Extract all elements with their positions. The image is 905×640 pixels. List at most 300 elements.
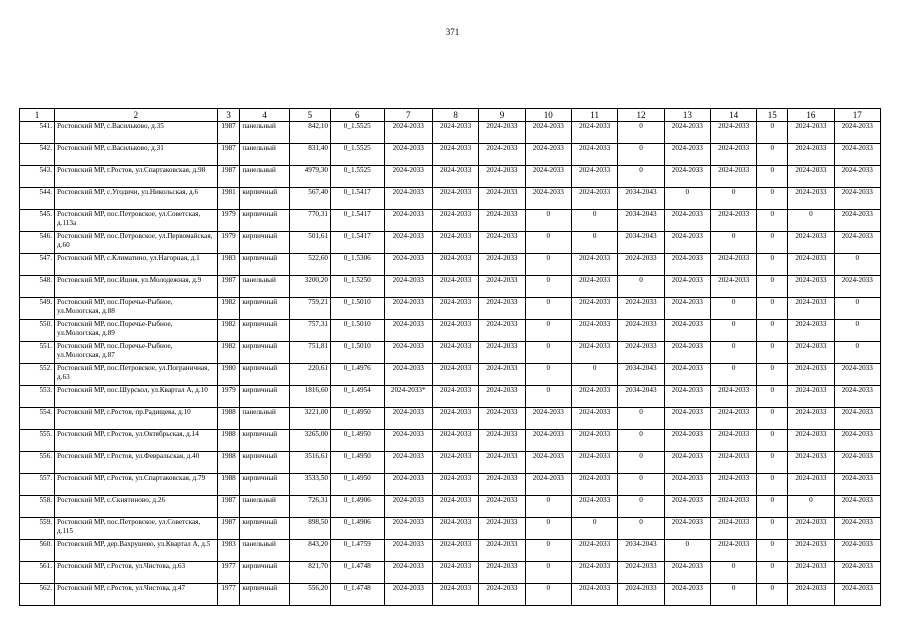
cell-period-col-16: 2024-2033 — [788, 342, 834, 364]
cell-period-col-13: 2024-2033 — [664, 452, 710, 474]
table-row — [20, 452, 881, 474]
cell-area: 556,20 — [289, 584, 330, 606]
cell-period-col-15: 0 — [757, 188, 788, 210]
cell-row-number: 550. — [20, 320, 55, 342]
cell-period-col-13: 2024-2033 — [664, 144, 710, 166]
cell-area: 759,21 — [289, 298, 330, 320]
cell-wall-material: панельный — [240, 540, 289, 562]
cell-period-col-16: 2024-2033 — [788, 452, 834, 474]
cell-period-col-15: 0 — [757, 166, 788, 188]
cell-build-year: 1977 — [217, 562, 240, 584]
cell-period-col-11: 2024-2033 — [571, 452, 617, 474]
cell-period-col-12: 2034-2043 — [618, 386, 664, 408]
cell-period-col-9: 2024-2033 — [479, 232, 525, 254]
cell-wall-material: кирпичный — [240, 210, 289, 232]
cell-period-col-17: 2024-2033 — [834, 408, 880, 430]
cell-build-year: 1988 — [217, 452, 240, 474]
cell-area: 3516,61 — [289, 452, 330, 474]
cell-period-col-8: 2024-2033 — [432, 232, 478, 254]
cell-period-col-14: 0 — [711, 320, 757, 342]
cell-wall-material: кирпичный — [240, 386, 289, 408]
cell-period-col-10: 0 — [525, 320, 571, 342]
cell-period-col-11: 2024-2033 — [571, 430, 617, 452]
cell-build-year: 1979 — [217, 232, 240, 254]
cell-period-col-14: 2024-2033 — [711, 122, 757, 144]
cell-coefficient: 0_1.4759 — [331, 540, 385, 562]
cell-period-col-14: 2024-2033 — [711, 430, 757, 452]
cell-period-col-12: 0 — [618, 144, 664, 166]
cell-period-col-7: 2024-2033 — [384, 342, 432, 364]
cell-period-col-7: 2024-2033* — [384, 386, 432, 408]
cell-period-col-7: 2024-2033 — [384, 518, 432, 540]
cell-period-col-13: 2024-2033 — [664, 320, 710, 342]
column-header-13: 13 — [664, 109, 710, 122]
cell-period-col-8: 2024-2033 — [432, 298, 478, 320]
cell-wall-material: кирпичный — [240, 584, 289, 606]
cell-period-col-16: 2024-2033 — [788, 188, 834, 210]
cell-build-year: 1987 — [217, 496, 240, 518]
cell-period-col-7: 2024-2033 — [384, 452, 432, 474]
cell-build-year: 1982 — [217, 342, 240, 364]
cell-period-col-15: 0 — [757, 386, 788, 408]
cell-period-col-7: 2024-2033 — [384, 474, 432, 496]
cell-wall-material: кирпичный — [240, 342, 289, 364]
cell-row-number: 562. — [20, 584, 55, 606]
cell-area: 842,10 — [289, 122, 330, 144]
cell-period-col-15: 0 — [757, 452, 788, 474]
cell-coefficient: 0_1.5250 — [331, 276, 385, 298]
cell-period-col-9: 2024-2033 — [479, 298, 525, 320]
cell-address: Ростовский МР, пос.Петровское, ул.Первомайская, д.60 — [55, 232, 218, 254]
cell-period-col-17: 2024-2033 — [834, 232, 880, 254]
cell-period-col-8: 2024-2033 — [432, 364, 478, 386]
cell-build-year: 1987 — [217, 518, 240, 540]
table-row — [20, 496, 881, 518]
cell-period-col-17: 2024-2033 — [834, 386, 880, 408]
cell-coefficient: 0_1.4748 — [331, 562, 385, 584]
cell-period-col-15: 0 — [757, 584, 788, 606]
cell-period-col-13: 2024-2033 — [664, 276, 710, 298]
cell-period-col-12: 2034-2043 — [618, 540, 664, 562]
cell-period-col-16: 0 — [788, 210, 834, 232]
cell-area: 3265,00 — [289, 430, 330, 452]
cell-wall-material: кирпичный — [240, 430, 289, 452]
cell-period-col-16: 2024-2033 — [788, 408, 834, 430]
cell-period-col-7: 2024-2033 — [384, 232, 432, 254]
cell-period-col-10: 0 — [525, 540, 571, 562]
cell-wall-material: кирпичный — [240, 188, 289, 210]
cell-address: Ростовский МР, с.Васильково, д.31 — [55, 144, 218, 166]
cell-period-col-12: 2024-2033 — [618, 298, 664, 320]
cell-area: 898,50 — [289, 518, 330, 540]
cell-area: 522,60 — [289, 254, 330, 276]
cell-period-col-14: 2024-2033 — [711, 254, 757, 276]
cell-wall-material: панельный — [240, 276, 289, 298]
cell-period-col-8: 2024-2033 — [432, 408, 478, 430]
cell-period-col-13: 2024-2033 — [664, 584, 710, 606]
cell-period-col-13: 2024-2033 — [664, 386, 710, 408]
cell-period-col-14: 2024-2033 — [711, 144, 757, 166]
column-header-11: 11 — [571, 109, 617, 122]
table-row — [20, 540, 881, 562]
cell-area: 843,20 — [289, 540, 330, 562]
cell-period-col-13: 2024-2033 — [664, 342, 710, 364]
cell-row-number: 546. — [20, 232, 55, 254]
table-row — [20, 232, 881, 254]
cell-period-col-14: 0 — [711, 232, 757, 254]
cell-area: 757,31 — [289, 320, 330, 342]
cell-period-col-8: 2024-2033 — [432, 540, 478, 562]
cell-address: Ростовский МР, г.Ростов, ул.Спартаковская, д.98 — [55, 166, 218, 188]
cell-period-col-14: 2024-2033 — [711, 474, 757, 496]
cell-period-col-16: 0 — [788, 496, 834, 518]
cell-build-year: 1983 — [217, 254, 240, 276]
cell-period-col-9: 2024-2033 — [479, 166, 525, 188]
cell-period-col-14: 2024-2033 — [711, 496, 757, 518]
cell-address: Ростовский МР, с.Скнятиново, д.26 — [55, 496, 218, 518]
cell-wall-material: панельный — [240, 496, 289, 518]
table-row — [20, 298, 881, 320]
cell-period-col-16: 2024-2033 — [788, 144, 834, 166]
cell-period-col-14: 2024-2033 — [711, 540, 757, 562]
cell-period-col-15: 0 — [757, 496, 788, 518]
cell-period-col-14: 0 — [711, 562, 757, 584]
cell-period-col-17: 0 — [834, 320, 880, 342]
cell-build-year: 1987 — [217, 144, 240, 166]
cell-period-col-10: 2024-2033 — [525, 122, 571, 144]
cell-period-col-14: 2024-2033 — [711, 452, 757, 474]
cell-period-col-12: 2024-2033 — [618, 584, 664, 606]
cell-period-col-8: 2024-2033 — [432, 188, 478, 210]
cell-period-col-11: 2024-2033 — [571, 496, 617, 518]
cell-period-col-11: 2024-2033 — [571, 122, 617, 144]
cell-period-col-16: 2024-2033 — [788, 364, 834, 386]
cell-period-col-14: 2024-2033 — [711, 518, 757, 540]
cell-build-year: 1982 — [217, 320, 240, 342]
cell-period-col-8: 2024-2033 — [432, 430, 478, 452]
cell-period-col-7: 2024-2033 — [384, 188, 432, 210]
cell-wall-material: панельный — [240, 408, 289, 430]
cell-period-col-15: 0 — [757, 562, 788, 584]
cell-period-col-7: 2024-2033 — [384, 408, 432, 430]
column-header-15: 15 — [757, 109, 788, 122]
cell-period-col-8: 2024-2033 — [432, 122, 478, 144]
cell-period-col-17: 2024-2033 — [834, 540, 880, 562]
column-header-4: 4 — [240, 109, 289, 122]
cell-period-col-10: 2024-2033 — [525, 430, 571, 452]
cell-period-col-7: 2024-2033 — [384, 320, 432, 342]
cell-coefficient: 0_1.5417 — [331, 188, 385, 210]
cell-period-col-13: 2024-2033 — [664, 408, 710, 430]
cell-period-col-7: 2024-2033 — [384, 540, 432, 562]
cell-period-col-9: 2024-2033 — [479, 540, 525, 562]
cell-row-number: 556. — [20, 452, 55, 474]
cell-period-col-9: 2024-2033 — [479, 254, 525, 276]
housing-registry-table — [19, 108, 881, 606]
cell-period-col-16: 2024-2033 — [788, 298, 834, 320]
cell-area: 567,40 — [289, 188, 330, 210]
cell-period-col-16: 2024-2033 — [788, 254, 834, 276]
cell-period-col-12: 0 — [618, 408, 664, 430]
cell-period-col-10: 2024-2033 — [525, 166, 571, 188]
cell-period-col-12: 0 — [618, 276, 664, 298]
cell-period-col-11: 2024-2033 — [571, 166, 617, 188]
cell-period-col-16: 2024-2033 — [788, 122, 834, 144]
cell-period-col-14: 2024-2033 — [711, 166, 757, 188]
cell-build-year: 1982 — [217, 298, 240, 320]
cell-period-col-13: 2024-2033 — [664, 496, 710, 518]
cell-build-year: 1987 — [217, 122, 240, 144]
cell-row-number: 543. — [20, 166, 55, 188]
cell-period-col-9: 2024-2033 — [479, 584, 525, 606]
cell-area: 751,81 — [289, 342, 330, 364]
cell-period-col-14: 0 — [711, 298, 757, 320]
cell-period-col-10: 2024-2033 — [525, 474, 571, 496]
cell-period-col-17: 2024-2033 — [834, 452, 880, 474]
cell-build-year: 1988 — [217, 430, 240, 452]
cell-period-col-11: 2024-2033 — [571, 188, 617, 210]
cell-period-col-10: 0 — [525, 518, 571, 540]
cell-period-col-12: 0 — [618, 166, 664, 188]
cell-period-col-9: 2024-2033 — [479, 122, 525, 144]
cell-period-col-7: 2024-2033 — [384, 298, 432, 320]
cell-area: 770,31 — [289, 210, 330, 232]
cell-address: Ростовский МР, пос.Петровское, ул.Пограничная, д.63 — [55, 364, 218, 386]
cell-period-col-17: 2024-2033 — [834, 188, 880, 210]
cell-period-col-17: 0 — [834, 254, 880, 276]
cell-period-col-17: 2024-2033 — [834, 474, 880, 496]
cell-build-year: 1980 — [217, 364, 240, 386]
cell-period-col-10: 0 — [525, 254, 571, 276]
cell-address: Ростовский МР, пос.Поречье-Рыбное, ул.Мологская, д.88 — [55, 298, 218, 320]
cell-period-col-7: 2024-2033 — [384, 122, 432, 144]
cell-period-col-7: 2024-2033 — [384, 584, 432, 606]
cell-area: 821,70 — [289, 562, 330, 584]
cell-address: Ростовский МР, г.Ростов, ул.Чистова, д.63 — [55, 562, 218, 584]
cell-area: 4979,30 — [289, 166, 330, 188]
cell-period-col-10: 0 — [525, 364, 571, 386]
cell-period-col-15: 0 — [757, 474, 788, 496]
cell-period-col-13: 2024-2033 — [664, 562, 710, 584]
cell-period-col-14: 2024-2033 — [711, 210, 757, 232]
cell-period-col-8: 2024-2033 — [432, 166, 478, 188]
cell-area: 3221,00 — [289, 408, 330, 430]
cell-period-col-15: 0 — [757, 320, 788, 342]
cell-period-col-9: 2024-2033 — [479, 474, 525, 496]
column-header-12: 12 — [618, 109, 664, 122]
cell-period-col-13: 0 — [664, 540, 710, 562]
cell-address: Ростовский МР, г.Ростов, ул.Чистова, д.47 — [55, 584, 218, 606]
cell-address: Ростовский МР, пос.Поречье-Рыбное, ул.Мологская, д.89 — [55, 320, 218, 342]
cell-period-col-9: 2024-2033 — [479, 144, 525, 166]
cell-period-col-7: 2024-2033 — [384, 166, 432, 188]
cell-area: 501,61 — [289, 232, 330, 254]
cell-period-col-9: 2024-2033 — [479, 342, 525, 364]
cell-period-col-13: 2024-2033 — [664, 430, 710, 452]
cell-period-col-10: 2024-2033 — [525, 408, 571, 430]
cell-coefficient: 0_1.5525 — [331, 166, 385, 188]
cell-area: 831,40 — [289, 144, 330, 166]
cell-period-col-9: 2024-2033 — [479, 496, 525, 518]
cell-period-col-15: 0 — [757, 122, 788, 144]
cell-period-col-17: 2024-2033 — [834, 276, 880, 298]
cell-period-col-9: 2024-2033 — [479, 562, 525, 584]
cell-period-col-11: 2024-2033 — [571, 584, 617, 606]
column-header-6: 6 — [331, 109, 385, 122]
cell-period-col-14: 0 — [711, 342, 757, 364]
cell-period-col-8: 2024-2033 — [432, 342, 478, 364]
cell-row-number: 547. — [20, 254, 55, 276]
cell-period-col-17: 2024-2033 — [834, 430, 880, 452]
cell-coefficient: 0_1.4906 — [331, 518, 385, 540]
cell-period-col-16: 2024-2033 — [788, 474, 834, 496]
cell-wall-material: кирпичный — [240, 254, 289, 276]
cell-period-col-14: 2024-2033 — [711, 276, 757, 298]
cell-period-col-12: 2034-2043 — [618, 210, 664, 232]
table-row — [20, 518, 881, 540]
cell-period-col-10: 0 — [525, 298, 571, 320]
cell-row-number: 561. — [20, 562, 55, 584]
cell-row-number: 559. — [20, 518, 55, 540]
cell-period-col-17: 0 — [834, 298, 880, 320]
cell-period-col-7: 2024-2033 — [384, 562, 432, 584]
cell-period-col-13: 2024-2033 — [664, 210, 710, 232]
table-body — [20, 122, 881, 606]
cell-address: Ростовский МР, пос.Петровское, ул.Советская, д.115 — [55, 518, 218, 540]
cell-area: 1816,60 — [289, 386, 330, 408]
column-header-16: 16 — [788, 109, 834, 122]
cell-period-col-10: 0 — [525, 210, 571, 232]
cell-wall-material: кирпичный — [240, 518, 289, 540]
cell-period-col-9: 2024-2033 — [479, 430, 525, 452]
cell-period-col-13: 2024-2033 — [664, 166, 710, 188]
cell-coefficient: 0_1.4906 — [331, 496, 385, 518]
cell-row-number: 551. — [20, 342, 55, 364]
column-header-7: 7 — [384, 109, 432, 122]
cell-period-col-12: 2024-2033 — [618, 320, 664, 342]
cell-row-number: 545. — [20, 210, 55, 232]
cell-period-col-8: 2024-2033 — [432, 254, 478, 276]
cell-period-col-15: 0 — [757, 540, 788, 562]
cell-period-col-7: 2024-2033 — [384, 210, 432, 232]
cell-address: Ростовский МР, с.Климатино, ул.Нагорная, д.1 — [55, 254, 218, 276]
cell-period-col-11: 2024-2033 — [571, 144, 617, 166]
cell-build-year: 1987 — [217, 276, 240, 298]
cell-period-col-15: 0 — [757, 210, 788, 232]
cell-period-col-14: 2024-2033 — [711, 408, 757, 430]
cell-period-col-17: 2024-2033 — [834, 122, 880, 144]
cell-area: 220,61 — [289, 364, 330, 386]
cell-period-col-9: 2024-2033 — [479, 518, 525, 540]
cell-period-col-15: 0 — [757, 408, 788, 430]
cell-wall-material: кирпичный — [240, 562, 289, 584]
cell-address: Ростовский МР, г.Ростов, ул.Октябрьская, д.14 — [55, 430, 218, 452]
cell-period-col-9: 2024-2033 — [479, 364, 525, 386]
cell-wall-material: панельный — [240, 166, 289, 188]
page-number: 371 — [445, 27, 460, 37]
cell-period-col-15: 0 — [757, 144, 788, 166]
cell-address: Ростовский МР, пос.Ишня, ул.Молодежная, д.9 — [55, 276, 218, 298]
cell-period-col-11: 2024-2033 — [571, 562, 617, 584]
cell-row-number: 552. — [20, 364, 55, 386]
cell-period-col-8: 2024-2033 — [432, 474, 478, 496]
column-header-5: 5 — [289, 109, 330, 122]
cell-period-col-17: 2024-2033 — [834, 562, 880, 584]
cell-wall-material: кирпичный — [240, 320, 289, 342]
cell-period-col-11: 2024-2033 — [571, 276, 617, 298]
cell-period-col-11: 0 — [571, 518, 617, 540]
cell-coefficient: 0_1.5306 — [331, 254, 385, 276]
cell-wall-material: панельный — [240, 144, 289, 166]
cell-period-col-11: 2024-2033 — [571, 342, 617, 364]
cell-period-col-13: 2024-2033 — [664, 474, 710, 496]
cell-period-col-15: 0 — [757, 342, 788, 364]
cell-period-col-16: 2024-2033 — [788, 320, 834, 342]
cell-coefficient: 0_1.4950 — [331, 430, 385, 452]
cell-period-col-12: 2024-2033 — [618, 342, 664, 364]
cell-build-year: 1979 — [217, 210, 240, 232]
cell-period-col-16: 2024-2033 — [788, 430, 834, 452]
cell-coefficient: 0_1.4950 — [331, 408, 385, 430]
cell-period-col-11: 0 — [571, 210, 617, 232]
cell-period-col-17: 2024-2033 — [834, 584, 880, 606]
cell-period-col-14: 0 — [711, 584, 757, 606]
cell-period-col-10: 0 — [525, 386, 571, 408]
cell-address: Ростовский МР, г.Ростов, ул.Спартаковская, д.79 — [55, 474, 218, 496]
cell-period-col-7: 2024-2033 — [384, 430, 432, 452]
cell-row-number: 544. — [20, 188, 55, 210]
cell-period-col-10: 2024-2033 — [525, 452, 571, 474]
cell-period-col-12: 0 — [618, 430, 664, 452]
cell-period-col-8: 2024-2033 — [432, 584, 478, 606]
table-row — [20, 408, 881, 430]
cell-period-col-16: 2024-2033 — [788, 518, 834, 540]
cell-period-col-8: 2024-2033 — [432, 320, 478, 342]
table-row — [20, 276, 881, 298]
cell-row-number: 548. — [20, 276, 55, 298]
cell-period-col-11: 2024-2033 — [571, 254, 617, 276]
cell-row-number: 558. — [20, 496, 55, 518]
cell-period-col-7: 2024-2033 — [384, 364, 432, 386]
cell-coefficient: 0_1.5010 — [331, 320, 385, 342]
cell-coefficient: 0_1.4954 — [331, 386, 385, 408]
table-row — [20, 166, 881, 188]
cell-period-col-12: 0 — [618, 122, 664, 144]
cell-period-col-15: 0 — [757, 518, 788, 540]
cell-period-col-11: 2024-2033 — [571, 386, 617, 408]
cell-period-col-13: 0 — [664, 188, 710, 210]
cell-row-number: 542. — [20, 144, 55, 166]
cell-period-col-10: 0 — [525, 562, 571, 584]
cell-period-col-10: 0 — [525, 232, 571, 254]
cell-area: 3200,20 — [289, 276, 330, 298]
cell-period-col-13: 2024-2033 — [664, 232, 710, 254]
cell-build-year: 1983 — [217, 540, 240, 562]
cell-period-col-13: 2024-2033 — [664, 122, 710, 144]
table-row — [20, 364, 881, 386]
cell-period-col-17: 2024-2033 — [834, 166, 880, 188]
cell-period-col-13: 2024-2033 — [664, 298, 710, 320]
cell-period-col-8: 2024-2033 — [432, 518, 478, 540]
cell-period-col-16: 2024-2033 — [788, 276, 834, 298]
column-header-3: 3 — [217, 109, 240, 122]
cell-coefficient: 0_1.4950 — [331, 474, 385, 496]
cell-address: Ростовский МР, г.Ростов, ул.Февральская, д.40 — [55, 452, 218, 474]
column-header-17: 17 — [834, 109, 880, 122]
cell-period-col-11: 2024-2033 — [571, 474, 617, 496]
cell-period-col-9: 2024-2033 — [479, 320, 525, 342]
cell-build-year: 1988 — [217, 408, 240, 430]
